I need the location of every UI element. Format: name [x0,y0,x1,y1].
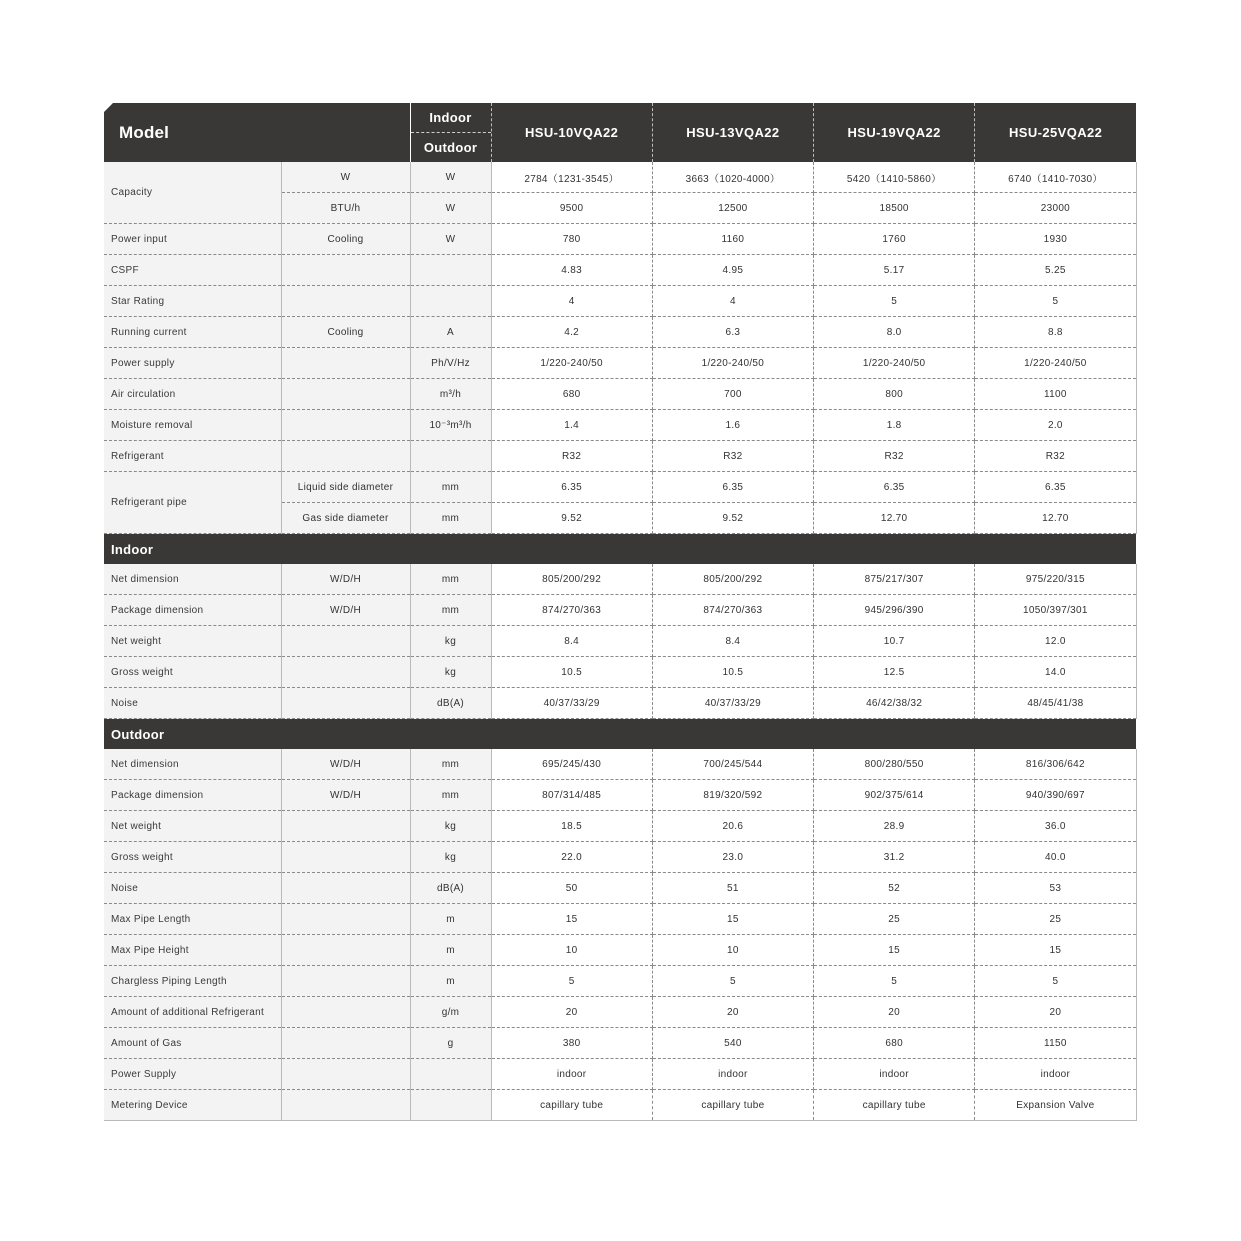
row-label: Refrigerant [104,441,281,472]
spec-value-cell: 9.52 [491,503,652,534]
header-row [104,103,1136,162]
spec-value-cell: 1.8 [814,410,975,441]
row-label: Power supply [104,348,281,379]
spec-value-cell: 15 [814,935,975,966]
spec-value-cell: 1760 [814,224,975,255]
indoor-label: Indoor [411,103,491,133]
spec-value-cell: 5 [491,966,652,997]
spec-value-cell: 6.35 [814,472,975,503]
spec-value-cell: indoor [814,1059,975,1090]
row-label: Net dimension [104,749,281,780]
row-label: Net weight [104,626,281,657]
spec-value-cell: capillary tube [814,1090,975,1121]
row-label: Package dimension [104,780,281,811]
table-row [104,441,1136,472]
row-sub-label [281,1090,410,1121]
spec-value-cell: 700 [652,379,813,410]
row-label: Star Rating [104,286,281,317]
row-label: Gross weight [104,842,281,873]
spec-value-cell: Expansion Valve [975,1090,1136,1121]
spec-value-cell: 14.0 [975,657,1136,688]
specification-table [104,103,1137,1121]
row-unit [410,441,491,472]
row-sub-label [281,441,410,472]
spec-value-cell: 875/217/307 [814,564,975,595]
row-label: Capacity [104,162,281,224]
row-sub-label: W [281,162,410,193]
row-label: Noise [104,688,281,719]
row-sub-label: W/D/H [281,564,410,595]
spec-value-cell: 1.6 [652,410,813,441]
row-unit: m [410,935,491,966]
spec-value-cell: 20 [975,997,1136,1028]
spec-value-cell: 9.52 [652,503,813,534]
table-row [104,626,1136,657]
outdoor-label: Outdoor [423,140,478,155]
spec-value-cell: 25 [814,904,975,935]
spec-value-cell: 18.5 [491,811,652,842]
row-sub-label: BTU/h [281,193,410,224]
row-unit: kg [410,657,491,688]
spec-value-cell: 12500 [652,193,813,224]
spec-value-cell: 20 [652,997,813,1028]
spec-value-cell: 10.7 [814,626,975,657]
spec-value-cell: 5.17 [814,255,975,286]
spec-value-cell: 12.70 [814,503,975,534]
row-sub-label [281,657,410,688]
model-header: HSU-25VQA22 [975,103,1136,162]
spec-value-cell: 6.35 [491,472,652,503]
row-unit: mm [410,472,491,503]
spec-value-cell: 40/37/33/29 [491,688,652,719]
spec-value-cell: 9500 [491,193,652,224]
spec-value-cell: 1150 [975,1028,1136,1059]
table-row [104,564,1136,595]
indoor-outdoor-label [410,103,491,162]
row-sub-label [281,379,410,410]
spec-value-cell: 23.0 [652,842,813,873]
row-sub-label [281,1059,410,1090]
spec-value-cell: 8.4 [491,626,652,657]
spec-value-cell: 4.83 [491,255,652,286]
row-sub-label [281,997,410,1028]
row-label: Package dimension [104,595,281,626]
spec-value-cell: 5.25 [975,255,1136,286]
row-sub-label [281,410,410,441]
spec-value-cell: 680 [814,1028,975,1059]
row-label: Power input [104,224,281,255]
spec-value-cell: 40.0 [975,842,1136,873]
spec-value-cell: 1100 [975,379,1136,410]
row-unit: mm [410,595,491,626]
row-unit: W [410,224,491,255]
spec-value-cell: 3663（1020-4000） [652,162,813,193]
spec-value-cell: 805/200/292 [652,564,813,595]
row-unit: mm [410,564,491,595]
spec-value-cell: 874/270/363 [491,595,652,626]
row-sub-label [281,626,410,657]
row-sub-label [281,811,410,842]
table-row [104,410,1136,441]
spec-value-cell: 1/220-240/50 [491,348,652,379]
table-row [104,472,1136,503]
row-label: Air circulation [104,379,281,410]
table-row [104,780,1136,811]
row-unit: kg [410,842,491,873]
spec-value-cell: 940/390/697 [975,780,1136,811]
spec-value-cell: 8.8 [975,317,1136,348]
row-unit [410,1090,491,1121]
spec-value-cell: 52 [814,873,975,904]
spec-value-cell: 6.3 [652,317,813,348]
row-sub-label [281,286,410,317]
table-row [104,749,1136,780]
spec-value-cell: 807/314/485 [491,780,652,811]
spec-value-cell: 800 [814,379,975,410]
spec-value-cell: 5 [814,966,975,997]
row-label: Power Supply [104,1059,281,1090]
row-label: Metering Device [104,1090,281,1121]
spec-value-cell: 6.35 [652,472,813,503]
row-sub-label [281,904,410,935]
spec-value-cell: 36.0 [975,811,1136,842]
table-row [104,811,1136,842]
row-sub-label [281,688,410,719]
row-sub-label [281,873,410,904]
table-row [104,966,1136,997]
spec-value-cell: 1.4 [491,410,652,441]
spec-value-cell: 4 [491,286,652,317]
spec-value-cell: 28.9 [814,811,975,842]
spec-value-cell: 1930 [975,224,1136,255]
spec-value-cell: 819/320/592 [652,780,813,811]
spec-value-cell: 695/245/430 [491,749,652,780]
row-sub-label [281,842,410,873]
table-row [104,162,1136,193]
row-sub-label: Gas side diameter [281,503,410,534]
spec-value-cell: 780 [491,224,652,255]
row-unit [410,286,491,317]
row-sub-label: W/D/H [281,749,410,780]
spec-value-cell: 40/37/33/29 [652,688,813,719]
row-unit: kg [410,811,491,842]
row-label: Max Pipe Height [104,935,281,966]
spec-value-cell: 12.70 [975,503,1136,534]
spec-value-cell: R32 [491,441,652,472]
row-unit: W [410,193,491,224]
table-row [104,935,1136,966]
row-sub-label: Liquid side diameter [281,472,410,503]
spec-value-cell: 6.35 [975,472,1136,503]
spec-value-cell: 8.4 [652,626,813,657]
section-title: Outdoor [104,719,1136,750]
table-row [104,657,1136,688]
table-row [104,1090,1136,1121]
row-sub-label [281,966,410,997]
row-label: Net dimension [104,564,281,595]
spec-value-cell: 975/220/315 [975,564,1136,595]
section-header-outdoor [104,719,1136,750]
spec-value-cell: 15 [975,935,1136,966]
row-unit: W [410,162,491,193]
row-label: Moisture removal [104,410,281,441]
row-sub-label [281,935,410,966]
spec-value-cell: 1/220-240/50 [975,348,1136,379]
table-row [104,842,1136,873]
spec-value-cell: 5 [652,966,813,997]
spec-value-cell: 805/200/292 [491,564,652,595]
spec-value-cell: 15 [491,904,652,935]
row-unit: Ph/V/Hz [410,348,491,379]
table-row [104,255,1136,286]
spec-value-cell: 10 [652,935,813,966]
row-unit: m³/h [410,379,491,410]
spec-value-cell: 20 [491,997,652,1028]
spec-value-cell: 10 [491,935,652,966]
spec-value-cell: 800/280/550 [814,749,975,780]
spec-value-cell: capillary tube [491,1090,652,1121]
spec-value-cell: 6740（1410-7030） [975,162,1136,193]
row-label: Amount of additional Refrigerant [104,997,281,1028]
spec-value-cell: 5 [814,286,975,317]
row-unit: dB(A) [410,688,491,719]
spec-value-cell: 540 [652,1028,813,1059]
spec-value-cell: 4.2 [491,317,652,348]
spec-value-cell: 700/245/544 [652,749,813,780]
row-label: Noise [104,873,281,904]
row-unit: mm [410,780,491,811]
row-label: Refrigerant pipe [104,472,281,534]
spec-value-cell: 5 [975,286,1136,317]
spec-value-cell: 2.0 [975,410,1136,441]
row-sub-label: W/D/H [281,780,410,811]
spec-value-cell: R32 [814,441,975,472]
spec-value-cell: 53 [975,873,1136,904]
spec-value-cell: 902/375/614 [814,780,975,811]
spec-value-cell: 51 [652,873,813,904]
spec-sheet [104,103,1136,1121]
spec-value-cell: 4.95 [652,255,813,286]
row-label: Net weight [104,811,281,842]
row-unit: 10⁻³m³/h [410,410,491,441]
section-title: Indoor [104,534,1136,565]
spec-value-cell: 5420（1410-5860） [814,162,975,193]
table-row [104,224,1136,255]
table-row [104,904,1136,935]
spec-value-cell: 680 [491,379,652,410]
row-unit: dB(A) [410,873,491,904]
table-row [104,1059,1136,1090]
spec-value-cell: indoor [652,1059,813,1090]
row-unit: mm [410,503,491,534]
spec-value-cell: 10.5 [491,657,652,688]
spec-value-cell: 2784（1231-3545） [491,162,652,193]
row-label: Gross weight [104,657,281,688]
row-unit: g/m [410,997,491,1028]
spec-value-cell: 1/220-240/50 [814,348,975,379]
spec-value-cell: R32 [975,441,1136,472]
spec-value-cell: 1160 [652,224,813,255]
row-unit: m [410,966,491,997]
spec-value-cell: 1050/397/301 [975,595,1136,626]
table-row [104,873,1136,904]
row-unit [410,255,491,286]
row-sub-label: W/D/H [281,595,410,626]
row-unit: A [410,317,491,348]
row-sub-label: Cooling [281,317,410,348]
row-label: CSPF [104,255,281,286]
table-row [104,286,1136,317]
row-label: Amount of Gas [104,1028,281,1059]
spec-value-cell: 20.6 [652,811,813,842]
spec-value-cell: R32 [652,441,813,472]
spec-value-cell: 874/270/363 [652,595,813,626]
spec-value-cell: capillary tube [652,1090,813,1121]
model-header: HSU-10VQA22 [491,103,652,162]
table-row [104,595,1136,626]
spec-value-cell: 50 [491,873,652,904]
spec-value-cell: 18500 [814,193,975,224]
spec-value-cell: 46/42/38/32 [814,688,975,719]
spec-value-cell: 23000 [975,193,1136,224]
table-row [104,997,1136,1028]
model-label: Model [104,103,410,162]
row-sub-label [281,1028,410,1059]
spec-value-cell: 12.0 [975,626,1136,657]
spec-value-cell: 8.0 [814,317,975,348]
row-unit: kg [410,626,491,657]
row-unit: m [410,904,491,935]
table-row [104,317,1136,348]
spec-value-cell: 4 [652,286,813,317]
spec-value-cell: 380 [491,1028,652,1059]
row-unit [410,1059,491,1090]
model-header: HSU-19VQA22 [814,103,975,162]
table-row [104,688,1136,719]
row-label: Running current [104,317,281,348]
table-row [104,1028,1136,1059]
spec-value-cell: 20 [814,997,975,1028]
spec-value-cell: indoor [491,1059,652,1090]
row-unit: mm [410,749,491,780]
spec-value-cell: indoor [975,1059,1136,1090]
row-sub-label [281,255,410,286]
table-row [104,348,1136,379]
row-label: Max Pipe Length [104,904,281,935]
spec-value-cell: 31.2 [814,842,975,873]
spec-value-cell: 5 [975,966,1136,997]
spec-value-cell: 15 [652,904,813,935]
spec-value-cell: 1/220-240/50 [652,348,813,379]
row-sub-label: Cooling [281,224,410,255]
spec-value-cell: 10.5 [652,657,813,688]
spec-value-cell: 25 [975,904,1136,935]
model-header: HSU-13VQA22 [652,103,813,162]
row-sub-label [281,348,410,379]
spec-value-cell: 945/296/390 [814,595,975,626]
spec-value-cell: 816/306/642 [975,749,1136,780]
spec-value-cell: 48/45/41/38 [975,688,1136,719]
section-header-indoor [104,534,1136,565]
spec-value-cell: 22.0 [491,842,652,873]
spec-value-cell: 12.5 [814,657,975,688]
row-unit: g [410,1028,491,1059]
table-row [104,379,1136,410]
header-corner-notch [104,103,113,112]
row-label: Chargless Piping Length [104,966,281,997]
